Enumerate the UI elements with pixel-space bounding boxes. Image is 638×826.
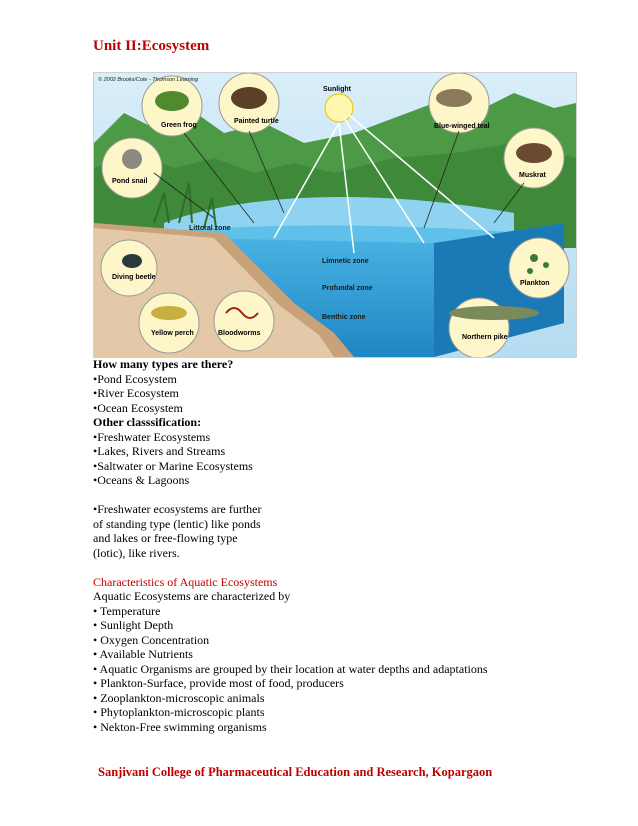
svg-text:Green frog: Green frog xyxy=(161,122,197,129)
list-item: •Lakes, Rivers and Streams xyxy=(93,444,226,458)
muskrat-bubble xyxy=(504,128,564,188)
svg-text:Blue-winged teal: Blue-winged teal xyxy=(434,123,490,130)
green-frog-bubble xyxy=(142,76,202,136)
characteristics-heading: Characteristics of Aquatic Ecosystems xyxy=(93,574,278,589)
svg-text:Pond snail: Pond snail xyxy=(112,178,148,185)
plankton-bubble xyxy=(509,238,569,298)
list-item: • Available Nutrients xyxy=(93,647,193,661)
svg-text:Painted turtle: Painted turtle xyxy=(234,118,279,125)
other-classification-heading: Other classsification: xyxy=(93,415,202,429)
sunlight-label: Sunlight xyxy=(323,86,351,93)
list-item: •Ocean Ecosystem xyxy=(93,400,183,415)
svg-text:Plankton: Plankton xyxy=(520,280,550,287)
bloodworms-bubble xyxy=(214,291,274,351)
svg-text:Bloodworms: Bloodworms xyxy=(218,330,261,337)
types-heading: How many types are there? xyxy=(93,357,234,371)
list-item: • Aquatic Organisms are grouped by their location at water depths and adaptations xyxy=(93,661,488,676)
page-title: Unit II:Ecosystem xyxy=(93,38,210,54)
page-footer: Sanjivani College of Pharmaceutical Education and Research, Kopargaon xyxy=(98,765,493,779)
painted-turtle-bubble xyxy=(219,73,279,133)
profundal-zone-label: Profundal zone xyxy=(322,285,373,292)
list-item: • Plankton-Surface, provide most of food, producers xyxy=(93,676,344,690)
svg-text:Muskrat: Muskrat xyxy=(519,172,546,179)
list-item: •Oceans & Lagoons xyxy=(93,473,190,487)
benthic-zone-label: Benthic zone xyxy=(322,314,366,321)
freshwater-note-line: of standing type (lentic) like ponds xyxy=(93,516,261,531)
list-item: • Zooplankton-microscopic animals xyxy=(93,690,265,705)
list-item: • Oxygen Concentration xyxy=(93,632,210,647)
svg-text:Yellow perch: Yellow perch xyxy=(151,330,194,337)
svg-text:Diving beetle: Diving beetle xyxy=(112,274,156,281)
northern-pike-fish xyxy=(449,306,539,320)
blue-winged-teal-bubble xyxy=(429,73,490,133)
pond-ecosystem-illustration xyxy=(93,72,577,358)
list-item: •River Ecosystem xyxy=(93,386,179,400)
list-item: • Sunlight Depth xyxy=(93,618,174,632)
freshwater-note-line: •Freshwater ecosystems are further xyxy=(93,502,262,516)
list-item: •Pond Ecosystem xyxy=(93,371,177,386)
freshwater-note-line: and lakes or free-flowing type xyxy=(93,531,238,545)
characteristics-intro: Aquatic Ecosystems are characterized by xyxy=(93,589,291,603)
list-item: • Temperature xyxy=(93,603,161,618)
yellow-perch-bubble xyxy=(139,293,199,353)
list-item: • Phytoplankton-microscopic plants xyxy=(93,705,265,719)
freshwater-note-line: (lotic), like rivers. xyxy=(93,545,180,560)
limnetic-zone-label: Limnetic zone xyxy=(322,258,369,265)
figure-copyright: © 2002 Brooks/Cole - Thomson Learning xyxy=(98,77,199,83)
pond-snail-bubble xyxy=(102,138,162,198)
list-item: • Nekton-Free swimming organisms xyxy=(93,719,267,734)
littoral-zone-label: Littoral zone xyxy=(189,225,231,232)
diving-beetle-bubble xyxy=(101,240,157,296)
content-body xyxy=(93,357,553,734)
list-item: •Freshwater Ecosystems xyxy=(93,429,211,444)
svg-text:Northern pike: Northern pike xyxy=(462,334,508,341)
list-item: •Saltwater or Marine Ecosystems xyxy=(93,458,253,473)
